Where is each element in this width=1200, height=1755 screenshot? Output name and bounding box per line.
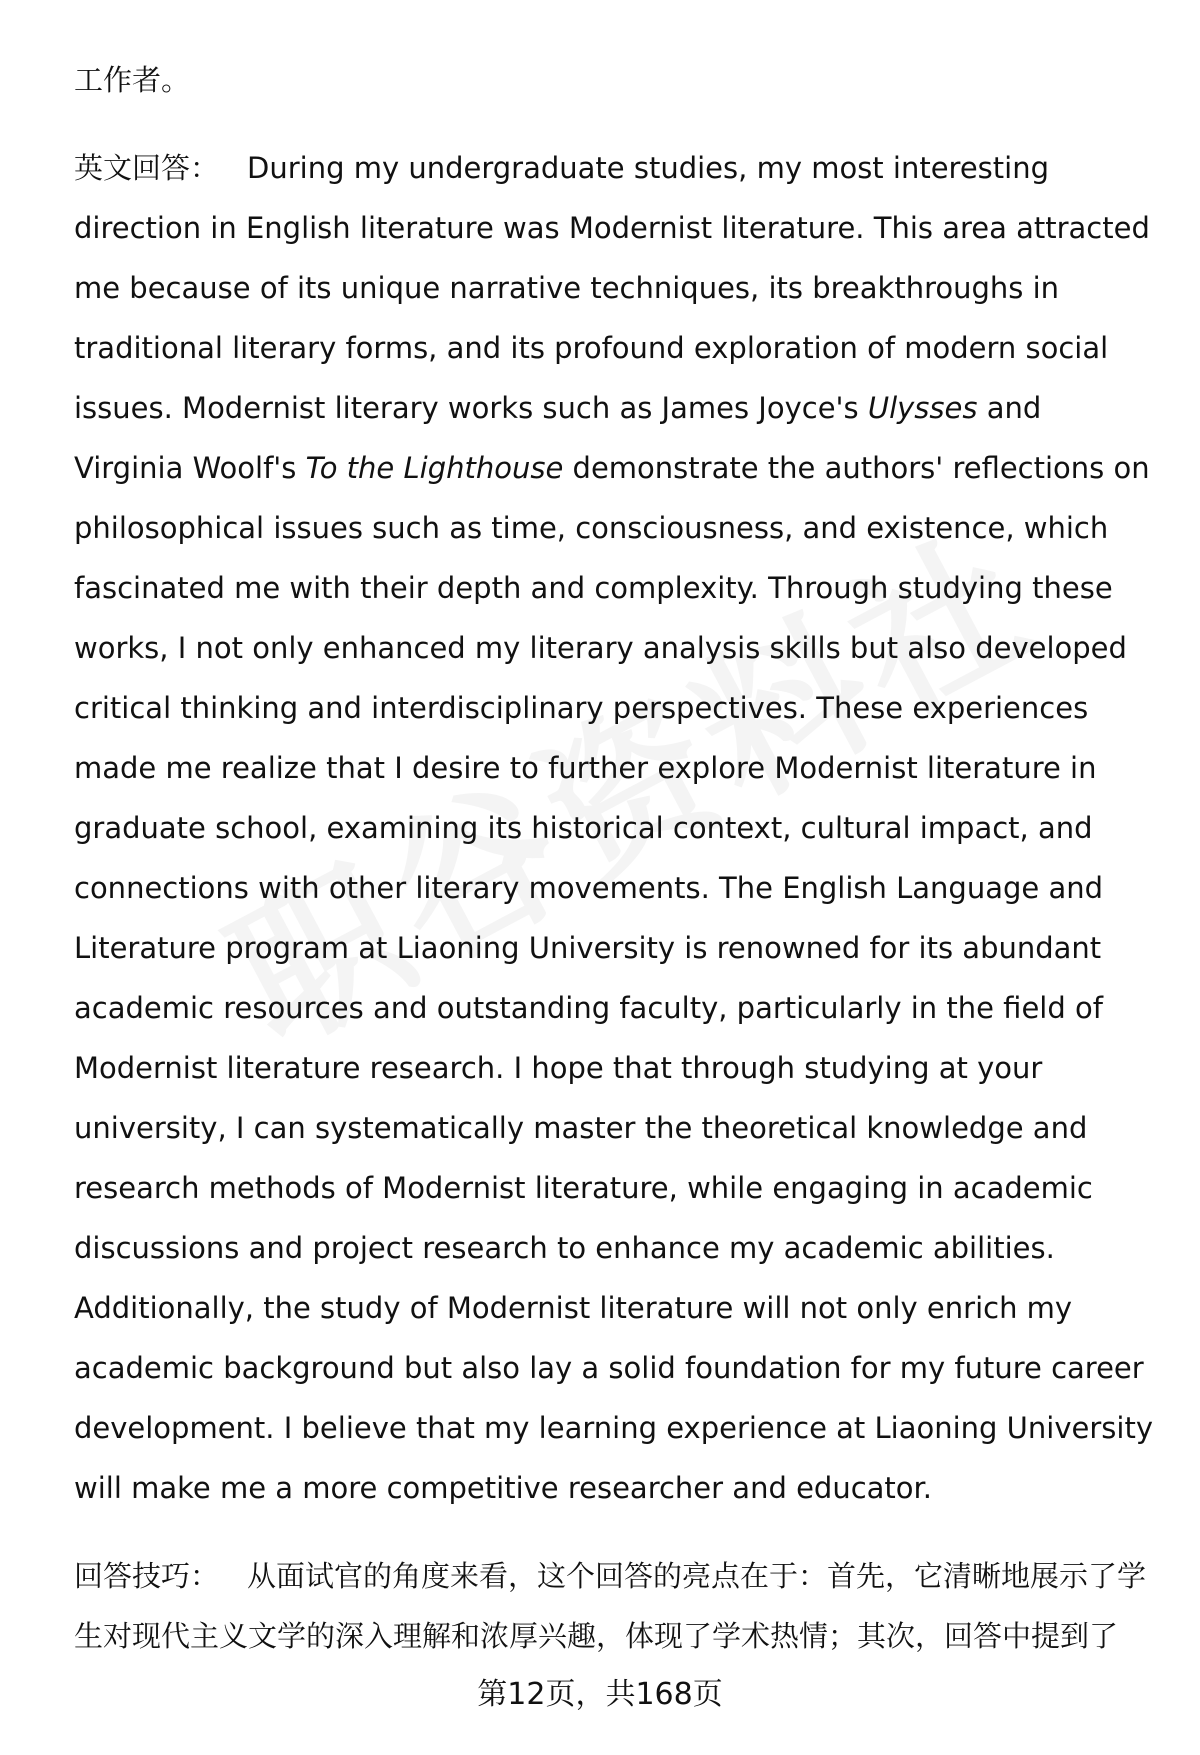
- english-answer-label: 英文回答：: [74, 151, 220, 185]
- english-answer-paragraph: [74, 138, 1154, 1518]
- page-content: [74, 50, 1154, 1666]
- book-title-ulysses: Ulysses: [867, 391, 978, 425]
- tips-text: 从面试官的角度来看，这个回答的亮点在于：首先，它清晰地展示了学生对现代主义文学的深入理解和浓厚兴趣，体现了学术热情；其次，回答中提到了: [74, 1559, 1147, 1653]
- english-answer-text-1: During my undergraduate studies, my most interesting direction in English literature was Modernist literature. This area attracted me because of its unique narrative techniques, its breakthroughs in traditional literary forms, and its profound exploration of modern social issues. Modernist literary works such as James Joyce's: [74, 151, 1150, 425]
- book-title-lighthouse: To the Lighthouse: [305, 451, 564, 485]
- tips-label: 回答技巧：: [74, 1559, 220, 1593]
- tips-paragraph: [74, 1546, 1154, 1666]
- continuation-text: 工作者。: [74, 63, 191, 97]
- english-answer-text-3: demonstrate the authors' reflections on philosophical issues such as time, consciousness, and existence, which fascinated me with their depth and complexity. Through studying these works, I not only enhanced my literary analysis skills but also developed critical thinking and interdisciplinary perspectives. These experiences made me realize that I desire to further explore Modernist literature in graduate school, examining its historical context, cultural impact, and connections with other literary movements. The English Language and Literature program at Liaoning University is renowned for its abundant academic resources and outstanding faculty, particularly in the field of Modernist literature research. I hope that through studying at your university, I can systematically master the theoretical knowledge and research methods of Modernist literature, while engaging in academic discussions and project research to enhance my academic abilities. Additionally, the study of Modernist literature will not only enrich my academic background but also lay a solid foundation for my future career development. I believe that my learning experience at Liaoning University will make me a more competitive researcher and educator.: [74, 451, 1153, 1505]
- page-footer: 第12页，共168页: [477, 1677, 723, 1712]
- english-answer-text-2: and Virginia Woolf's: [74, 391, 1042, 485]
